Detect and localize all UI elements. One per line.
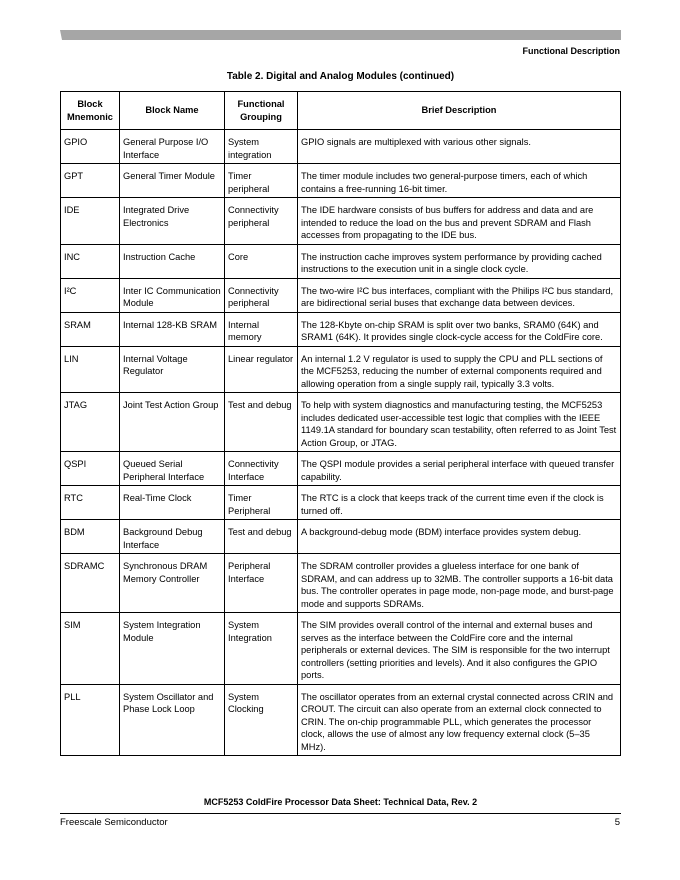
cell-grouping: Timer peripheral — [225, 164, 298, 198]
header-block-name: Block Name — [120, 92, 225, 130]
table-caption: Table 2. Digital and Analog Modules (continued) — [226, 71, 455, 82]
table-row — [61, 684, 621, 756]
cell-description: The instruction cache improves system performance by providing cached instructions to the execution unit in a single clock cycle. — [298, 244, 621, 278]
cell-description: A background-debug mode (BDM) interface provides system debug. — [298, 520, 621, 554]
table-row — [61, 346, 621, 393]
cell-block-name: General Purpose I/O Interface — [120, 130, 225, 164]
header-block-mnemonic: Block Mnemonic — [61, 92, 120, 130]
table-row — [61, 393, 621, 452]
table-row — [61, 278, 621, 312]
cell-block-name: System Integration Module — [120, 613, 225, 685]
cell-grouping: System Integration — [225, 613, 298, 685]
cell-mnemonic: RTC — [61, 486, 120, 520]
table-row — [61, 520, 621, 554]
cell-grouping: Connectivity peripheral — [225, 198, 298, 245]
table-row — [61, 164, 621, 198]
cell-grouping: System integration — [225, 130, 298, 164]
footer-company: Freescale Semiconductor — [60, 817, 168, 828]
table-row — [61, 613, 621, 685]
cell-description: To help with system diagnostics and manufacturing testing, the MCF5253 includes dedicated user-accessible test logic that complies with the IEEE 1149.1A standard for boundary scan testability, often referred to as Joint Test Action Group, or JTAG. — [298, 393, 621, 452]
cell-description: The SDRAM controller provides a glueless interface for one bank of SDRAM, and can address up to 32MB. The controller supports a 16-bit data bus. The controller operates in page mode, non-page mode, and burst-page mode and supports SDRAMs. — [298, 554, 621, 613]
footer-doc-title: MCF5253 ColdFire Processor Data Sheet: Technical Data, Rev. 2 — [203, 797, 478, 807]
cell-grouping: Linear regulator — [225, 346, 298, 393]
table-header-row — [61, 92, 621, 130]
cell-mnemonic: INC — [61, 244, 120, 278]
table-row — [61, 244, 621, 278]
cell-description: An internal 1.2 V regulator is used to supply the CPU and PLL sections of the MCF5253, reducing the number of external components required and allowing operation from a single supply rail, typically 3.3 volts. — [298, 346, 621, 393]
cell-grouping: Core — [225, 244, 298, 278]
cell-mnemonic: SIM — [61, 613, 120, 685]
cell-mnemonic: GPIO — [61, 130, 120, 164]
cell-block-name: Real-Time Clock — [120, 486, 225, 520]
cell-grouping: Internal memory — [225, 312, 298, 346]
cell-description: The IDE hardware consists of bus buffers for address and data and are intended to reduce the load on the bus and prevent SDRAM and Flash accesses from propagating to the IDE bus. — [298, 198, 621, 245]
cell-block-name: Queued Serial Peripheral Interface — [120, 452, 225, 486]
modules-table — [60, 91, 621, 756]
cell-block-name: Instruction Cache — [120, 244, 225, 278]
cell-mnemonic: LIN — [61, 346, 120, 393]
cell-grouping: Test and debug — [225, 393, 298, 452]
cell-mnemonic: GPT — [61, 164, 120, 198]
table-row — [61, 486, 621, 520]
table-row — [61, 312, 621, 346]
table-row — [61, 198, 621, 245]
header-brief-description: Brief Description — [298, 92, 621, 130]
cell-block-name: General Timer Module — [120, 164, 225, 198]
cell-description: GPIO signals are multiplexed with various other signals. — [298, 130, 621, 164]
cell-grouping: Peripheral Interface — [225, 554, 298, 613]
cell-grouping: Timer Peripheral — [225, 486, 298, 520]
cell-description: The SIM provides overall control of the internal and external buses and serves as the interface between the ColdFire core and the internal peripherals or external devices. The SIM is responsible for the two interrupt controllers (setting priorities and levels). And it also configures the GPIO ports. — [298, 613, 621, 685]
cell-mnemonic: SRAM — [61, 312, 120, 346]
cell-block-name: Joint Test Action Group — [120, 393, 225, 452]
cell-description: The two-wire I²C bus interfaces, compliant with the Philips I²C bus standard, are bidirectional serial buses that exchange data between devices. — [298, 278, 621, 312]
cell-block-name: Inter IC Communication Module — [120, 278, 225, 312]
cell-mnemonic: JTAG — [61, 393, 120, 452]
cell-grouping: Test and debug — [225, 520, 298, 554]
table-row — [61, 554, 621, 613]
cell-mnemonic: IDE — [61, 198, 120, 245]
table-row — [61, 130, 621, 164]
cell-grouping: System Clocking — [225, 684, 298, 756]
header-functional-grouping: Functional Grouping — [225, 92, 298, 130]
header-bar — [60, 30, 621, 40]
cell-mnemonic: QSPI — [61, 452, 120, 486]
cell-grouping: Connectivity peripheral — [225, 278, 298, 312]
cell-block-name: Synchronous DRAM Memory Controller — [120, 554, 225, 613]
footer-page-number: 5 — [614, 817, 620, 828]
cell-block-name: Internal Voltage Regulator — [120, 346, 225, 393]
cell-description: The oscillator operates from an external crystal connected across CRIN and CROUT. The circuit can also operate from an external clock connected to CRIN. The on-chip programmable PLL, which generates the processor clock, allows the use of almost any low frequency external clock (5–35 MHz). — [298, 684, 621, 756]
cell-mnemonic: SDRAMC — [61, 554, 120, 613]
cell-block-name: Internal 128-KB SRAM — [120, 312, 225, 346]
cell-description: The timer module includes two general-purpose timers, each of which contains a free-running 16-bit timer. — [298, 164, 621, 198]
cell-description: The 128-Kbyte on-chip SRAM is split over two banks, SRAM0 (64K) and SRAM1 (64K). It provides single clock-cycle access for the ColdFire core. — [298, 312, 621, 346]
cell-mnemonic: BDM — [61, 520, 120, 554]
cell-block-name: System Oscillator and Phase Lock Loop — [120, 684, 225, 756]
cell-description: The QSPI module provides a serial peripheral interface with queued transfer capability. — [298, 452, 621, 486]
cell-block-name: Background Debug Interface — [120, 520, 225, 554]
section-title: Functional Description — [522, 46, 620, 56]
cell-grouping: Connectivity Interface — [225, 452, 298, 486]
footer-divider — [60, 813, 621, 814]
cell-mnemonic: PLL — [61, 684, 120, 756]
cell-block-name: Integrated Drive Electronics — [120, 198, 225, 245]
cell-mnemonic: I²C — [61, 278, 120, 312]
cell-description: The RTC is a clock that keeps track of the current time even if the clock is turned off. — [298, 486, 621, 520]
table-row — [61, 452, 621, 486]
